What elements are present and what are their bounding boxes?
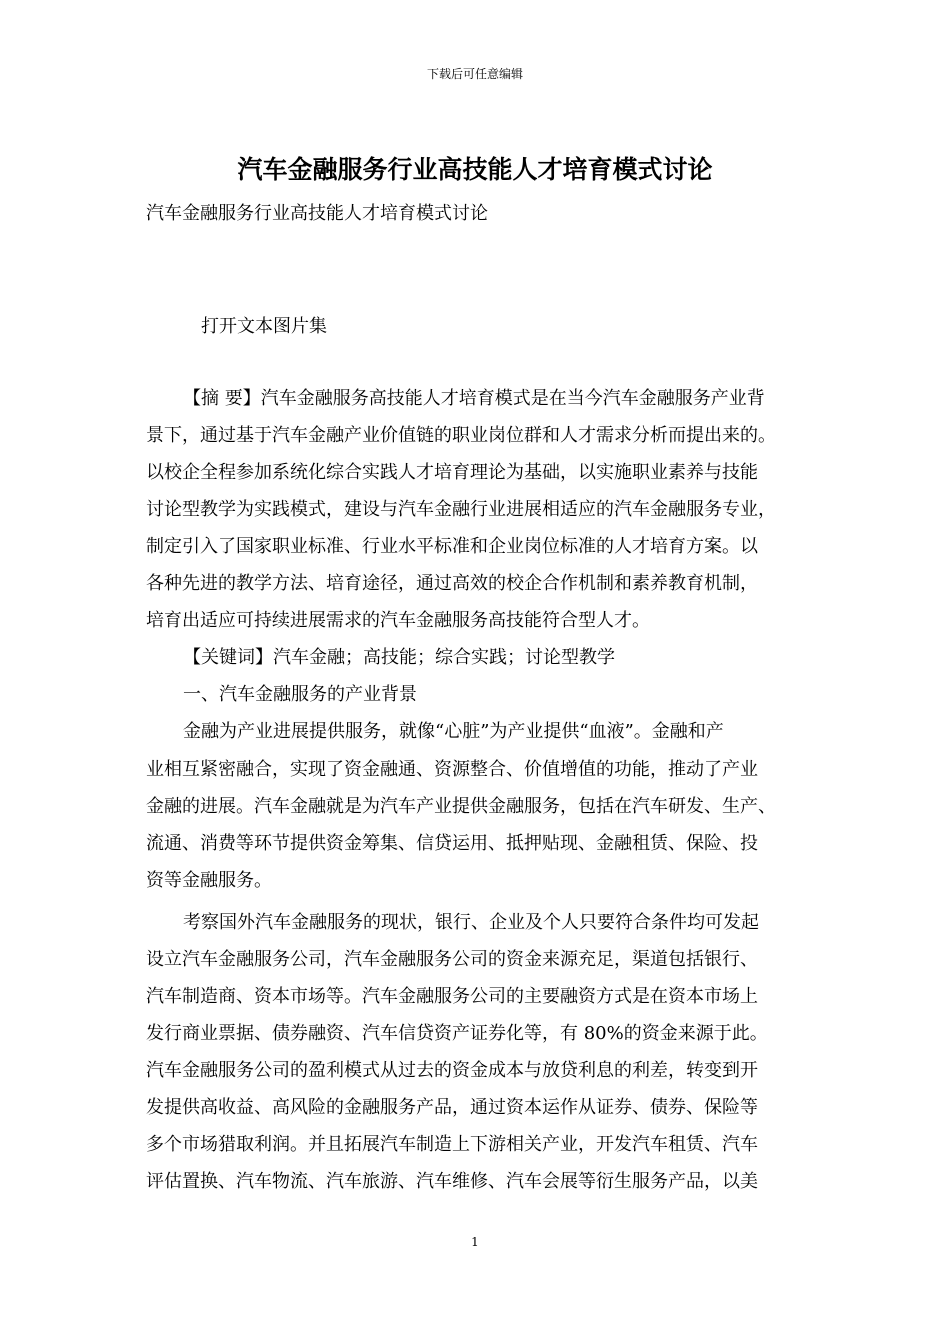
abstract-line: 制定引入了国家职业标准、行业水平标准和企业岗位标准的人才培育方案。以 <box>146 536 758 557</box>
paragraph-line: 汽车金融服务公司的盈利模式从过去的资金成本与放贷利息的利差，转变到开 <box>146 1060 758 1081</box>
paragraph-line: 设立汽车金融服务公司，汽车金融服务公司的资金来源充足，渠道包括银行、 <box>146 949 758 970</box>
abstract-line: 培育出适应可持续进展需求的汽车金融服务高技能符合型人才。 <box>146 610 650 631</box>
paragraph-line: 业相互紧密融合，实现了资金融通、资源整合、价值增值的功能，推动了产业 <box>146 759 758 780</box>
abstract-line: 以校企全程参加系统化综合实践人才培育理论为基础，以实施职业素养与技能 <box>146 462 758 483</box>
document-title: 汽车金融服务行业高技能人才培育模式讨论 <box>237 155 713 184</box>
paragraph-line: 流通、消费等环节提供资金筹集、信贷运用、抵押贴现、金融租赁、保险、投 <box>146 833 758 854</box>
abstract-line: 【摘 要】汽车金融服务高技能人才培育模式是在当今汽车金融服务产业背 <box>183 388 765 409</box>
paragraph-line: 发提供高收益、高风险的金融服务产品，通过资本运作从证券、债券、保险等 <box>146 1097 758 1118</box>
paragraph-line: 汽车制造商、资本市场等。汽车金融服务公司的主要融资方式是在资本市场上 <box>146 986 758 1007</box>
document-subtitle: 汽车金融服务行业高技能人才培育模式讨论 <box>146 203 488 224</box>
section-heading: 一、汽车金融服务的产业背景 <box>183 684 417 705</box>
abstract-line: 讨论型教学为实践模式，建设与汽车金融行业进展相适应的汽车金融服务专业， <box>146 499 776 520</box>
paragraph-line: 金融为产业进展提供服务，就像“心脏”为产业提供“血液”。金融和产 <box>183 721 724 742</box>
header-note: 下载后可任意编辑 <box>426 67 523 81</box>
keywords: 【关键词】汽车金融；高技能；综合实践；讨论型教学 <box>183 647 615 668</box>
open-image-gallery-link[interactable]: 打开文本图片集 <box>201 316 327 337</box>
abstract-line: 景下，通过基于汽车金融产业价值链的职业岗位群和人才需求分析而提出来的。 <box>146 425 776 446</box>
paragraph-line: 多个市场猎取利润。并且拓展汽车制造上下游相关产业，开发汽车租赁、汽车 <box>146 1134 758 1155</box>
paragraph-line: 考察国外汽车金融服务的现状，银行、企业及个人只要符合条件均可发起 <box>183 912 759 933</box>
abstract-line: 各种先进的教学方法、培育途径，通过高效的校企合作机制和素养教育机制， <box>146 573 758 594</box>
paragraph-line: 评估置换、汽车物流、汽车旅游、汽车维修、汽车会展等衍生服务产品，以美 <box>146 1171 758 1192</box>
paragraph-line: 资等金融服务。 <box>146 870 272 891</box>
page-number: 1 <box>471 1235 479 1249</box>
paragraph-line: 发行商业票据、债券融资、汽车信贷资产证券化等，有 80%的资金来源于此。 <box>146 1023 768 1044</box>
paragraph-line: 金融的进展。汽车金融就是为汽车产业提供金融服务，包括在汽车研发、生产、 <box>146 796 776 817</box>
